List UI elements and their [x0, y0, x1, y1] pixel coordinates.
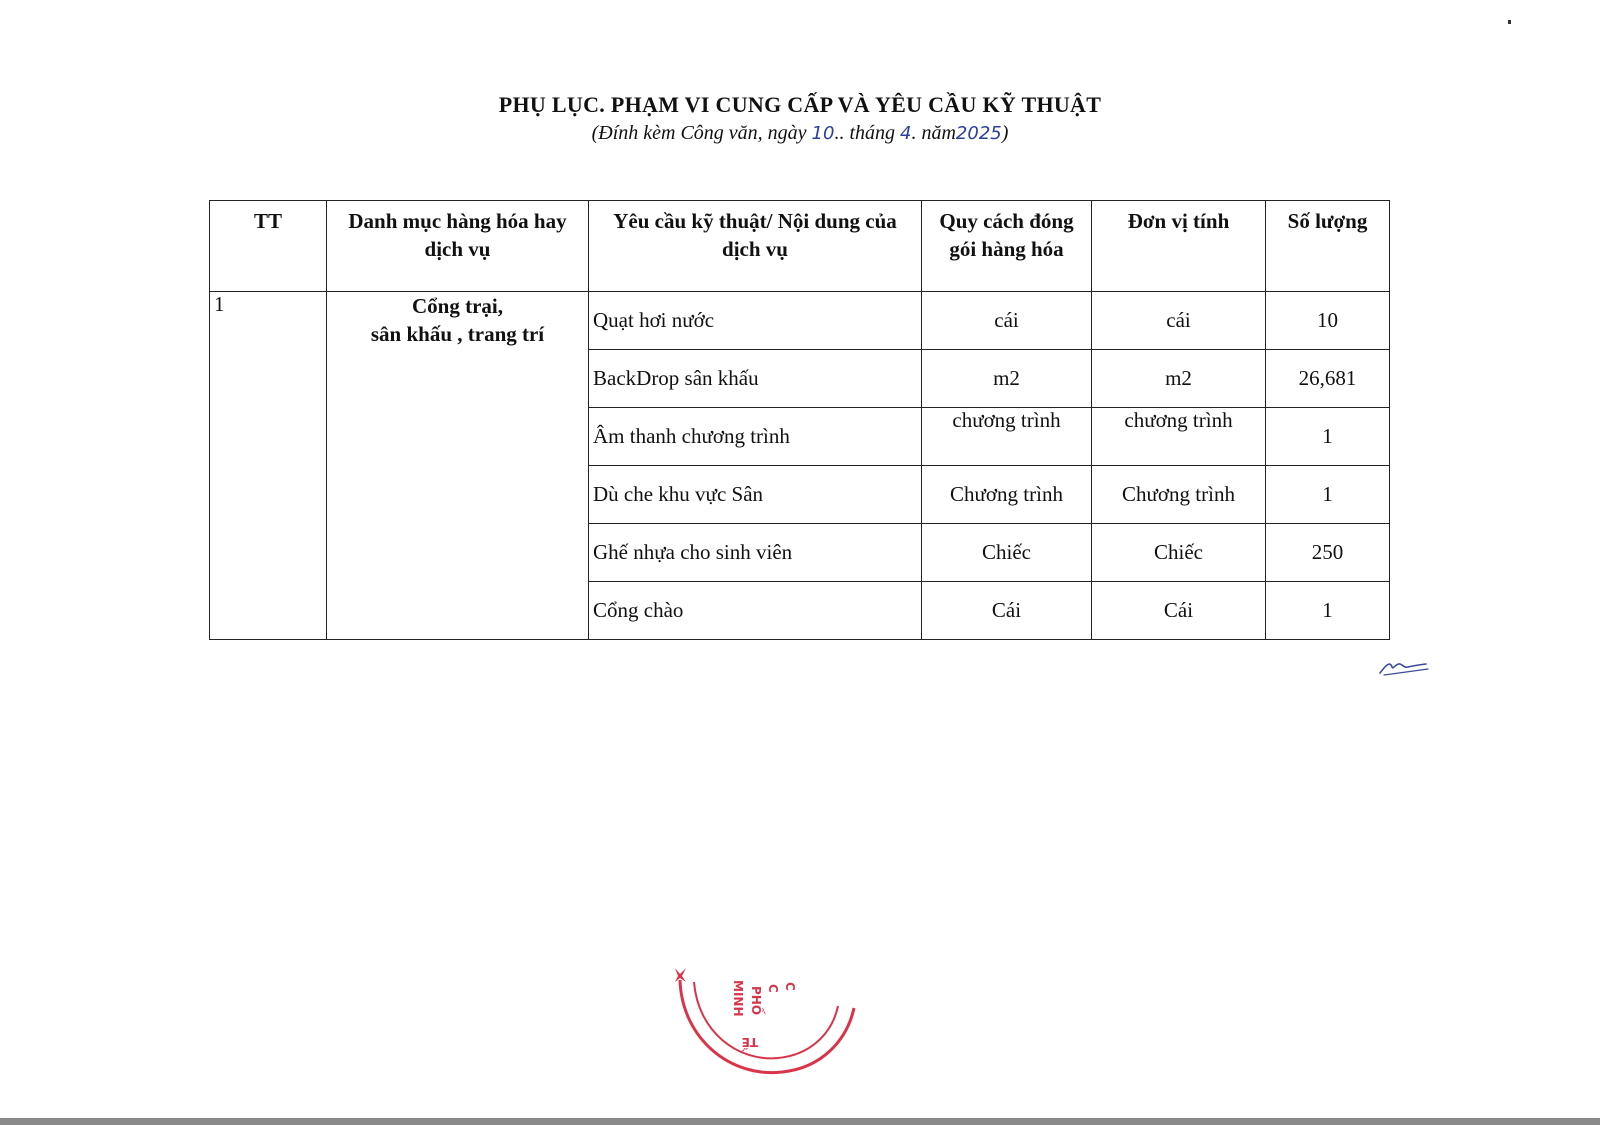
handwritten-month: 4 — [900, 123, 912, 144]
row-requirement: Quạt hơi nước — [589, 292, 922, 350]
row-unit: Cái — [1092, 582, 1266, 640]
category-line-2: sân khấu , trang trí — [370, 322, 545, 346]
page-subtitle — [0, 122, 1600, 145]
svg-text:MINH: MINH — [731, 980, 745, 1017]
row-packaging: cái — [922, 292, 1092, 350]
requirements-table — [209, 200, 1390, 640]
official-stamp-icon — [672, 960, 882, 1085]
header-packaging: Quy cách đóng gói hàng hóa — [922, 201, 1092, 292]
header-unit: Đơn vị tính — [1092, 201, 1266, 292]
svg-text:TẾ: TẾ — [741, 1035, 758, 1049]
row-requirement: Ghế nhựa cho sinh viên — [589, 524, 922, 582]
row-requirement: BackDrop sân khấu — [589, 350, 922, 408]
row-packaging: Chiếc — [922, 524, 1092, 582]
header-requirement: Yêu cầu kỹ thuật/ Nội dung của dịch vụ — [589, 201, 922, 292]
row-tt: 1 — [210, 292, 327, 640]
scan-speck — [1508, 20, 1511, 24]
category-line-1: Cổng trại, — [412, 294, 503, 318]
row-requirement: Dù che khu vực Sân — [589, 466, 922, 524]
row-quantity: 1 — [1266, 408, 1390, 466]
row-unit: Chiếc — [1092, 524, 1266, 582]
table-header-row — [210, 201, 1390, 292]
scan-bottom-edge — [0, 1118, 1600, 1125]
page-title: PHỤ LỤC. PHẠM VI CUNG CẤP VÀ YÊU CẦU KỸ THUẬT — [498, 92, 1102, 117]
subtitle-prefix: (Đính kèm Công văn, ngày — [591, 122, 812, 144]
initial-signature-icon — [1378, 655, 1430, 677]
header-category: Danh mục hàng hóa hay dịch vụ — [327, 201, 589, 292]
row-quantity: 10 — [1266, 292, 1390, 350]
svg-text:C: C — [783, 982, 797, 991]
handwritten-year: 2025 — [955, 123, 1002, 144]
row-unit: cái — [1092, 292, 1266, 350]
row-quantity: 1 — [1266, 466, 1390, 524]
row-packaging: Chương trình — [922, 466, 1092, 524]
row-packaging: m2 — [922, 350, 1092, 408]
row-quantity: 26,681 — [1266, 350, 1390, 408]
row-category — [327, 292, 589, 640]
row-requirement: Âm thanh chương trình — [589, 408, 922, 466]
row-quantity: 1 — [1266, 582, 1390, 640]
row-packaging: chương trình — [922, 408, 1092, 466]
row-requirement: Cổng chào — [589, 582, 922, 640]
header-quantity: Số lượng — [1266, 201, 1390, 292]
row-unit: Chương trình — [1092, 466, 1266, 524]
row-quantity: 250 — [1266, 524, 1390, 582]
row-unit: m2 — [1092, 350, 1266, 408]
subtitle-month-label: .. tháng — [834, 122, 901, 144]
handwritten-day: 10 — [811, 123, 835, 144]
header-tt: TT — [210, 201, 327, 292]
svg-text:PHỐ: PHỐ — [749, 986, 763, 1016]
subtitle-year-label: . năm — [911, 122, 956, 144]
subtitle-suffix: ) — [1001, 122, 1009, 144]
row-unit: chương trình — [1092, 408, 1266, 466]
row-packaging: Cái — [922, 582, 1092, 640]
svg-text:C: C — [766, 984, 780, 993]
table-row — [210, 292, 1390, 350]
